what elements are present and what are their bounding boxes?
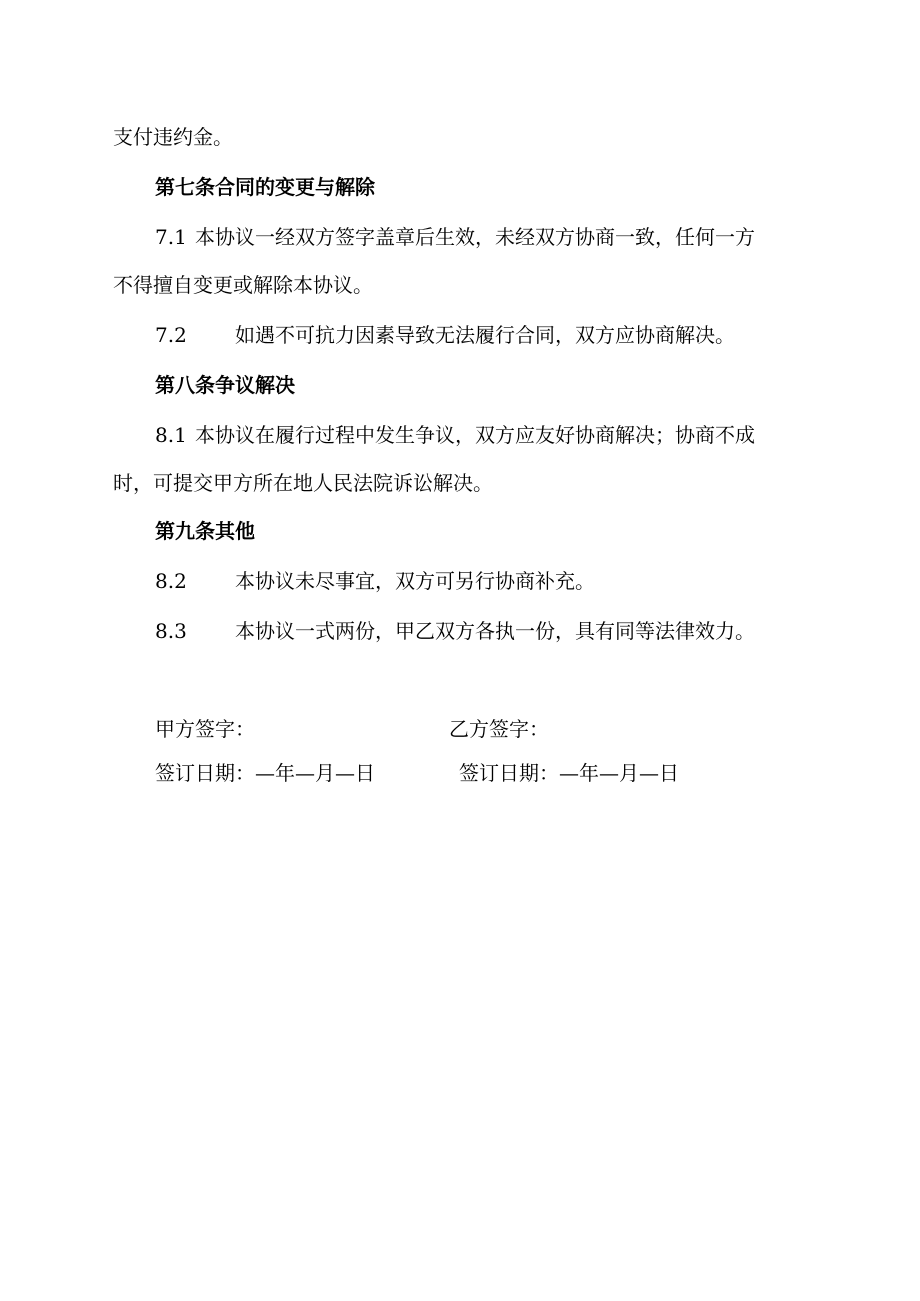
- article-8-heading: 第八条争议解决: [155, 373, 295, 397]
- clause-7-1-number: 7.1: [155, 225, 187, 249]
- continuation-text: 支付违约金。: [113, 125, 233, 149]
- clause-8-2-number: 8.2: [155, 569, 187, 593]
- clause-8-3-text: 本协议一式两份，甲乙双方各执一份，具有同等法律效力。: [235, 619, 755, 643]
- clause-8-3-number: 8.3: [155, 619, 187, 643]
- clause-8-1-line-2: 时，可提交甲方所在地人民法院诉讼解决。: [113, 471, 493, 495]
- party-b-signing-date: 签订日期：—年—月—日: [459, 761, 679, 785]
- clause-7-2: [155, 322, 735, 348]
- party-b-signature-label: 乙方签字：: [449, 717, 549, 741]
- clause-7-1-line-1: 本协议一经双方签字盖章后生效，未经双方协商一致，任何一方: [195, 225, 755, 249]
- clause-7-1-line-2: 不得擅自变更或解除本协议。: [113, 273, 373, 297]
- clause-8-1-number: 8.1: [155, 423, 187, 447]
- clause-7-2-text: 如遇不可抗力因素导致无法履行合同，双方应协商解决。: [235, 323, 735, 347]
- clause-7-2-number: 7.2: [155, 323, 187, 347]
- clause-8-2: [155, 568, 595, 594]
- clause-8-3: [155, 618, 755, 644]
- clause-8-1-line-1: 本协议在履行过程中发生争议，双方应友好协商解决；协商不成: [195, 423, 755, 447]
- party-a-signature-label: 甲方签字：: [155, 717, 255, 741]
- clause-8-2-text: 本协议未尽事宜，双方可另行协商补充。: [235, 569, 595, 593]
- clause-8-1: [155, 422, 755, 448]
- article-7-heading: 第七条合同的变更与解除: [155, 175, 375, 199]
- article-9-heading: 第九条其他: [155, 519, 255, 543]
- clause-7-1: [155, 224, 755, 250]
- party-a-signing-date: 签订日期：—年—月—日: [155, 761, 375, 785]
